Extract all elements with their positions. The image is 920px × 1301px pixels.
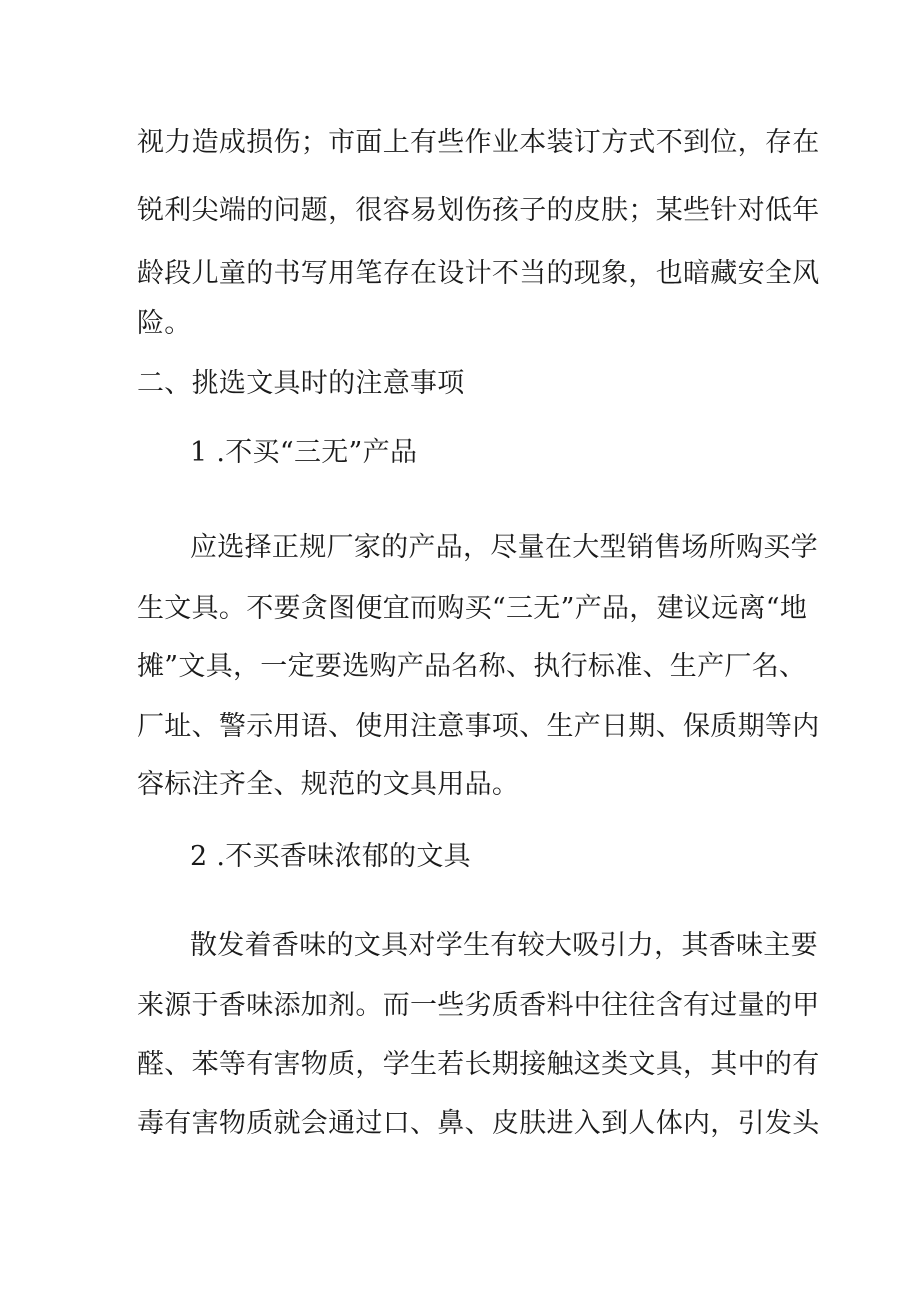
paragraph-line: 险。	[137, 308, 192, 339]
paragraph-line: 来源于香味添加剂。而一些劣质香料中往往含有过量的甲	[137, 990, 820, 1021]
paragraph-line: 摊”文具，一定要选购产品名称、执行标准、生产厂名、	[137, 651, 807, 682]
paragraph-line: 厂址、警示用语、使用注意事项、生产日期、保质期等内	[137, 711, 820, 742]
item-heading: 2 .不买香味浓郁的文具	[190, 841, 471, 872]
paragraph-line: 醛、苯等有害物质，学生若长期接触这类文具，其中的有	[137, 1049, 820, 1080]
paragraph-line: 生文具。不要贪图便宜而购买“三无”产品，建议远离“地	[137, 593, 808, 624]
paragraph-line: 容标注齐全、规范的文具用品。	[137, 769, 520, 800]
paragraph-line: 毒有害物质就会通过口、鼻、皮肤进入到人体内，引发头	[137, 1108, 820, 1139]
paragraph-line: 龄段儿童的书写用笔存在设计不当的现象，也暗藏安全风	[137, 258, 820, 289]
paragraph-line: 散发着香味的文具对学生有较大吸引力，其香味主要	[190, 930, 818, 961]
paragraph-line: 视力造成损伤；市面上有些作业本装订方式不到位，存在	[137, 127, 820, 158]
paragraph-line: 锐利尖端的问题，很容易划伤孩子的皮肤；某些针对低年	[137, 195, 820, 226]
section-heading: 二、挑选文具时的注意事项	[137, 368, 465, 399]
item-heading: 1 .不买“三无”产品	[190, 437, 418, 468]
paragraph-line: 应选择正规厂家的产品，尽量在大型销售场所购买学	[190, 532, 818, 563]
